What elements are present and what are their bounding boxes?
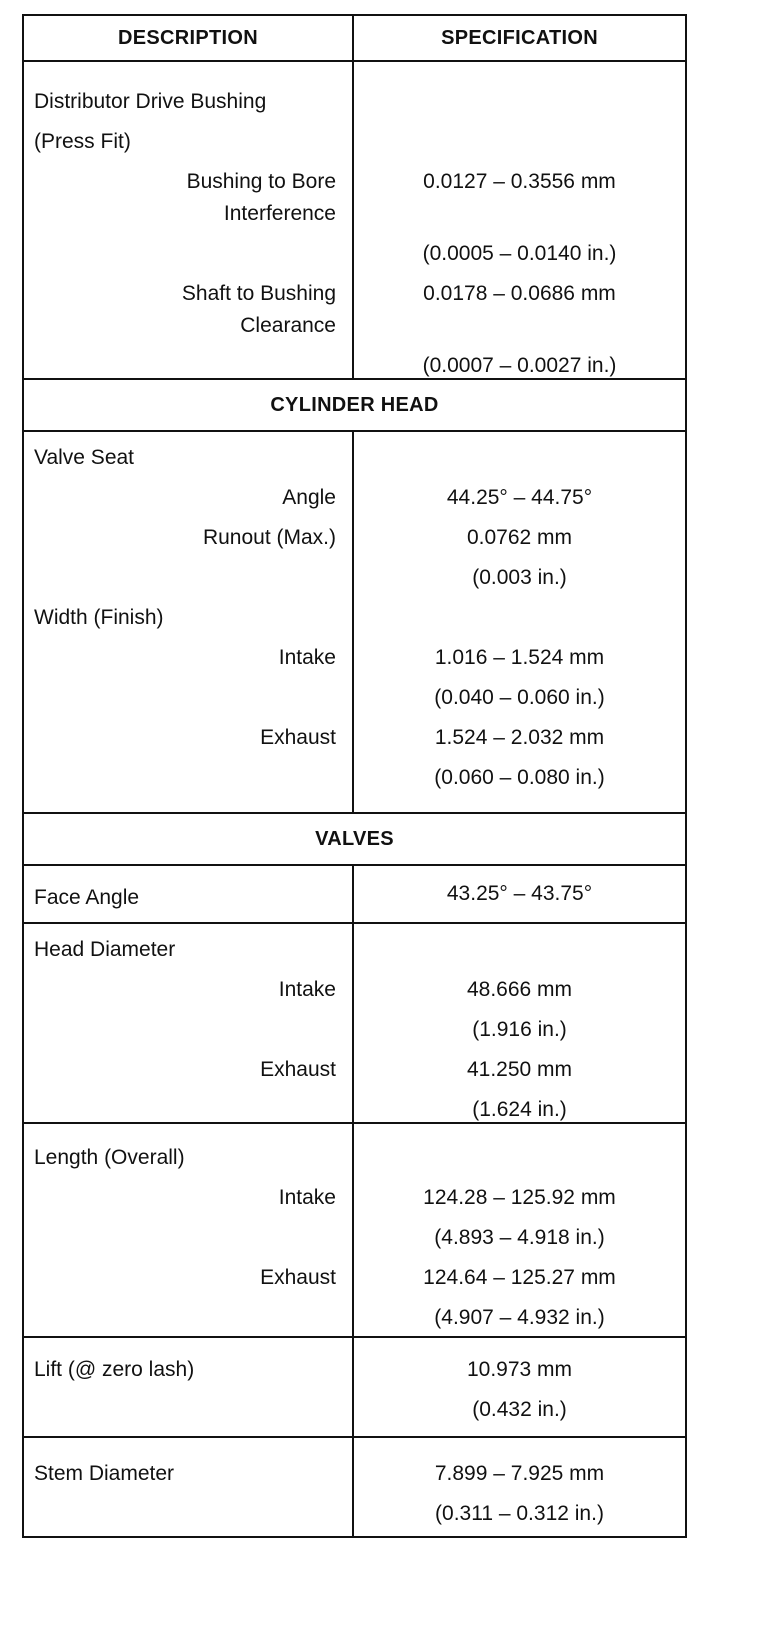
description-header: DESCRIPTION bbox=[24, 16, 354, 60]
head-exhaust-mm: 41.250 mm bbox=[466, 1058, 573, 1081]
seat-intake-in: (0.040 – 0.060 in.) bbox=[434, 686, 605, 709]
face-angle-row bbox=[24, 864, 685, 922]
length-intake-mm: 124.28 – 125.92 mm bbox=[423, 1186, 616, 1209]
length-exhaust-mm: 124.64 – 125.27 mm bbox=[423, 1266, 616, 1289]
runout-mm: 0.0762 mm bbox=[466, 526, 573, 549]
seat-intake-label: Intake bbox=[278, 646, 336, 669]
head-intake-in: (1.916 in.) bbox=[472, 1018, 567, 1041]
shaft-label bbox=[24, 274, 352, 354]
length-row bbox=[24, 1122, 685, 1336]
seat-exhaust-mm: 1.524 – 2.032 mm bbox=[434, 726, 605, 749]
shaft-label-line1: Shaft to Bushing bbox=[181, 282, 336, 305]
lift-row bbox=[24, 1336, 685, 1436]
lift-in: (0.432 in.) bbox=[472, 1398, 567, 1421]
head-exhaust-label: Exhaust bbox=[260, 1058, 336, 1081]
cylinder-head-title: CYLINDER HEAD bbox=[270, 393, 439, 416]
head-diameter-row bbox=[24, 922, 685, 1122]
valve-seat-label: Valve Seat bbox=[34, 446, 135, 469]
stem-label: Stem Diameter bbox=[34, 1462, 175, 1485]
length-label: Length (Overall) bbox=[34, 1146, 185, 1169]
seat-exhaust-in: (0.060 – 0.080 in.) bbox=[434, 766, 605, 789]
head-intake-label: Intake bbox=[278, 978, 336, 1001]
cylinder-head-description-cell bbox=[24, 432, 354, 812]
seat-intake-mm: 1.016 – 1.524 mm bbox=[434, 646, 605, 669]
bore-label-line2: Interference bbox=[223, 202, 336, 225]
cylinder-head-row bbox=[24, 430, 685, 812]
valves-title: VALVES bbox=[315, 827, 394, 850]
cylinder-head-header-row bbox=[24, 378, 685, 430]
bore-in: (0.0005 – 0.0140 in.) bbox=[422, 242, 617, 265]
spec-table bbox=[22, 14, 687, 1538]
lift-label: Lift (@ zero lash) bbox=[34, 1358, 195, 1381]
specification-header: SPECIFICATION bbox=[441, 26, 598, 49]
lift-mm: 10.973 mm bbox=[466, 1358, 573, 1381]
table-header-row bbox=[24, 16, 685, 60]
head-exhaust-in: (1.624 in.) bbox=[472, 1098, 567, 1121]
valves-header-row bbox=[24, 812, 685, 864]
stem-mm: 7.899 – 7.925 mm bbox=[434, 1462, 605, 1485]
cylinder-head-spec-cell bbox=[354, 432, 685, 812]
stem-in: (0.311 – 0.312 in.) bbox=[435, 1502, 604, 1525]
distributor-title: Distributor Drive Bushing bbox=[34, 90, 267, 113]
length-exhaust-label: Exhaust bbox=[260, 1266, 336, 1289]
head-diameter-label: Head Diameter bbox=[34, 938, 176, 961]
angle-label: Angle bbox=[282, 486, 336, 509]
distributor-row bbox=[24, 60, 685, 378]
angle-value: 44.25° – 44.75° bbox=[446, 486, 593, 509]
length-exhaust-in: (4.907 – 4.932 in.) bbox=[434, 1306, 605, 1329]
face-angle-value: 43.25° – 43.75° bbox=[446, 882, 593, 905]
bore-mm: 0.0127 – 0.3556 mm bbox=[423, 170, 616, 193]
seat-exhaust-label: Exhaust bbox=[260, 726, 336, 749]
runout-in: (0.003 in.) bbox=[472, 566, 567, 589]
width-label: Width (Finish) bbox=[34, 606, 164, 629]
length-intake-label: Intake bbox=[278, 1186, 336, 1209]
bore-label bbox=[24, 162, 352, 274]
distributor-subtitle: (Press Fit) bbox=[34, 130, 131, 153]
head-intake-mm: 48.666 mm bbox=[466, 978, 573, 1001]
shaft-in: (0.0007 – 0.0027 in.) bbox=[422, 354, 617, 377]
stem-row bbox=[24, 1436, 685, 1536]
bore-label-line1: Bushing to Bore bbox=[186, 170, 336, 193]
face-angle-label: Face Angle bbox=[34, 886, 140, 909]
distributor-description-cell bbox=[24, 62, 354, 378]
shaft-label-line2: Clearance bbox=[240, 314, 336, 337]
shaft-mm: 0.0178 – 0.0686 mm bbox=[423, 282, 616, 305]
runout-label: Runout (Max.) bbox=[202, 526, 336, 549]
distributor-spec-cell bbox=[354, 62, 685, 378]
length-intake-in: (4.893 – 4.918 in.) bbox=[434, 1226, 605, 1249]
